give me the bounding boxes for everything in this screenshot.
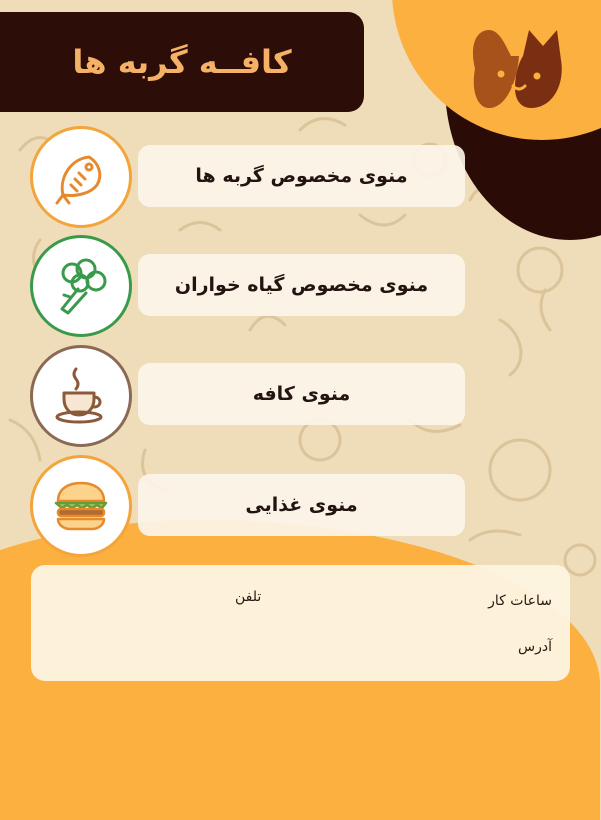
menu-card-vegetarian[interactable] [138,254,465,316]
coffee-cup-icon [48,363,114,429]
address-label: آدرس [518,639,552,655]
burger-icon [48,473,114,539]
menu-icon-circle-cafe[interactable] [30,345,132,447]
info-box [31,565,570,681]
title-bar [0,12,364,112]
menu-icon-circle-food[interactable] [30,455,132,557]
menu-label-cafe: منوی کافه [252,383,351,405]
fish-icon [49,145,113,209]
menu-card-cafe[interactable] [138,363,465,425]
hours-label: ساعات کار [488,593,552,609]
menu-icon-circle-vegetarian[interactable] [30,235,132,337]
page-title: کافــه گربه ها [72,43,292,81]
menu-card-cats[interactable] [138,145,465,207]
phone-label: تلفن [235,589,262,605]
menu-card-food[interactable] [138,474,465,536]
menu-label-cats: منوی مخصوص گربه ها [195,165,408,187]
menu-label-food: منوی غذایی [245,494,358,516]
menu-icon-circle-cats[interactable] [30,126,132,228]
menu-label-vegetarian: منوی مخصوص گیاه خواران [174,274,429,296]
broccoli-icon [48,253,114,319]
cat-dog-logo-icon [465,24,569,114]
